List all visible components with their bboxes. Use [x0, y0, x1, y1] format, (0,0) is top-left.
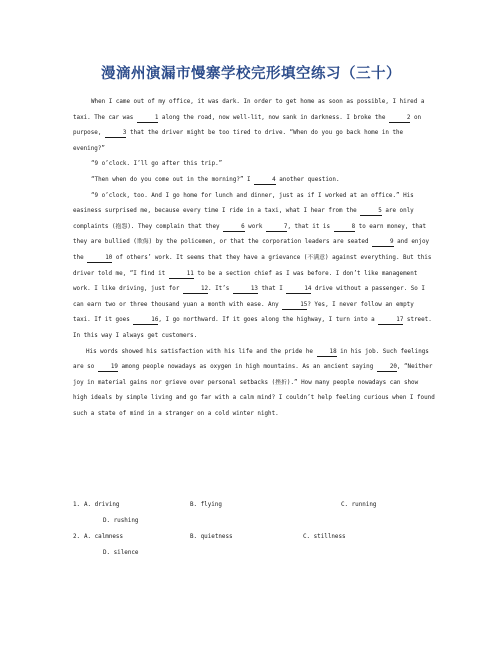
blank-18: 18: [317, 348, 337, 357]
paragraph-1: When I came out of my office, it was dark. In order to get home as soon as possible, I hired a taxi. The car was 1 along the road, now well-lit, now sank in darkness. I broke the 2 on purpose, 3 that the driver might be too tired to drive. “When do you go back home in the evening?”: [73, 99, 425, 152]
option-2a: A. calmness: [84, 534, 124, 540]
question-2-row-2: [73, 550, 435, 566]
blank-10: 10: [87, 254, 112, 263]
blank-12: 12: [183, 285, 208, 294]
page-title: 漫滴州演漏市慢寨学校完形填空练习（三十）: [101, 66, 401, 82]
blank-7: 7: [266, 223, 288, 232]
blank-9: 9: [372, 238, 394, 247]
blank-2: 2: [389, 114, 411, 123]
blank-15: 15: [282, 301, 307, 310]
question-1-row: [73, 502, 435, 518]
paragraph-3: “Then when do you come out in the morning?” I 4 another question.: [91, 176, 340, 183]
question-1-row-2: [73, 518, 435, 534]
option-1b: B. flying: [190, 502, 222, 508]
paragraph-5: His words showed his satisfaction with his life and the pride he 18 in his job. Such feelings are so 19 among people nowadays as oxygen in high mountains. As an ancient saying 20, “Neither joy in material gains nor grieve over personal setbacks (挫折).” How many people nowadays can show high ideals by simple living and go far with a calm mind? I couldn’t help feeling curious when I found such a state of mind in a stranger on a cold winter night.: [73, 348, 435, 417]
blank-20: 20: [377, 363, 397, 372]
blank-16: 16: [133, 316, 158, 325]
blank-14: 14: [286, 285, 311, 294]
option-1d: D. rushing: [103, 518, 139, 524]
blank-3: 3: [105, 129, 127, 138]
blank-13: 13: [233, 285, 258, 294]
option-2c: C. stillness: [303, 534, 346, 540]
option-1c: C. running: [341, 502, 377, 508]
question-2-number: 2.: [73, 534, 81, 540]
blank-1: 1: [137, 114, 159, 123]
paragraph-4: “9 o’clock, too. And I go home for lunch and dinner, just as if I worked at an office.” His easiness surprised me, because every time I ride in a taxi, what I hear from the 5 are only complaints (抱怨). They complain that they 6 work 7, that it is 8 to earn money, that they are bullied (欺侮) by the policemen, or that the corporation leaders are seated 9 and enjoy the 10 of others’ work. It seems that they have a grievance (不满意) against everything. But this driver told me, “I find it 11 to be a section chief as I was before. I don’t like management work. I like driving, just for 12. It’s 13 that I 14 drive without a passenger. So I can earn two or three thousand yuan a month with ease. Any 15? Yes, I never follow an empty taxi. If it goes 16, I go northward. If it goes along the highway, I turn into a 17 street. In this way I always get customers.: [73, 192, 432, 339]
paragraph-2: “9 o’clock. I’ll go after this trip.”: [91, 161, 223, 168]
passage: [73, 95, 435, 422]
blank-8: 8: [334, 223, 356, 232]
blank-5: 5: [360, 207, 382, 216]
question-1-number: 1.: [73, 502, 81, 508]
option-1a: A. driving: [84, 502, 120, 508]
option-2b: B. quietness: [190, 534, 233, 540]
blank-17: 17: [378, 316, 403, 325]
answer-options: [73, 502, 435, 566]
blank-4: 4: [254, 176, 276, 185]
blank-11: 11: [169, 270, 194, 279]
question-2-row: [73, 534, 435, 550]
option-2d: D. silence: [103, 550, 139, 556]
blank-6: 6: [223, 223, 245, 232]
blank-19: 19: [98, 363, 118, 372]
